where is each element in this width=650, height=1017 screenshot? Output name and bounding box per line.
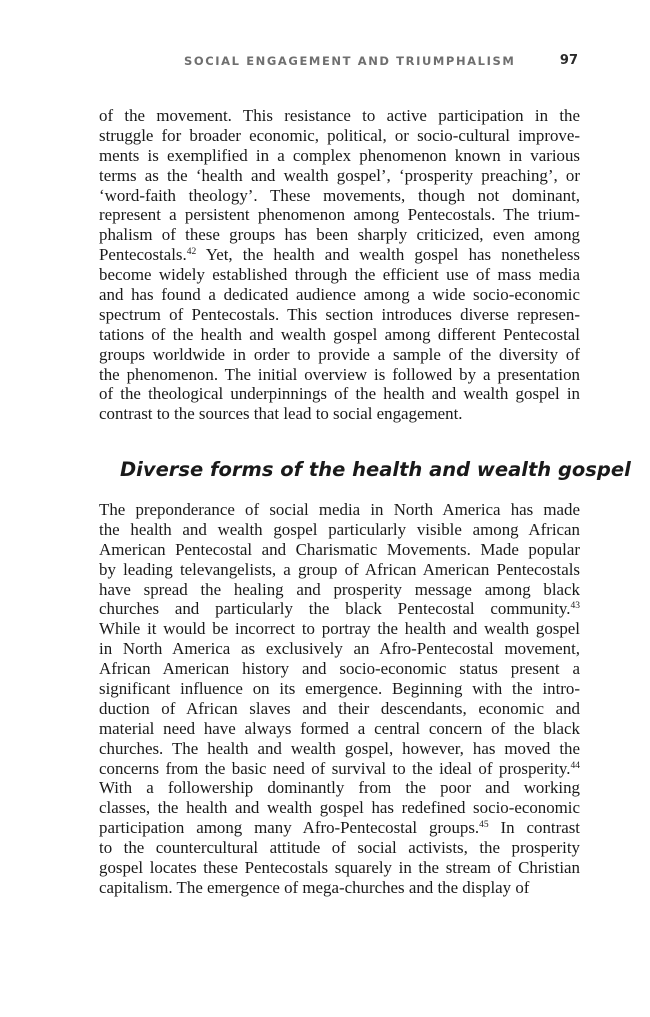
text-line	[99, 540, 580, 560]
footnote-marker: 42	[186, 247, 197, 258]
text-line	[99, 719, 580, 739]
line-text: spectrum of Pentecostals. This section introduces diverse represen-	[99, 304, 580, 324]
text-line	[99, 778, 580, 798]
text-line	[99, 285, 580, 305]
line-text: The preponderance of social media in North America has made	[99, 500, 580, 519]
text-line	[99, 365, 580, 385]
text-line	[99, 384, 580, 404]
footnote-marker: 45	[479, 820, 489, 831]
line-text: African American history and socio-economic status present a	[99, 659, 580, 679]
line-text: churches. The health and wealth gospel, however, has moved the	[99, 738, 580, 758]
text-line	[99, 580, 580, 600]
line-text-continued: In contrast	[488, 818, 580, 838]
text-line	[99, 166, 580, 186]
paragraph-2	[99, 500, 580, 898]
line-text: of the movement. This resistance to active participation in the	[99, 106, 580, 125]
text-line	[99, 858, 580, 878]
text-line	[99, 404, 580, 424]
text-line	[99, 739, 580, 759]
page-number: 97	[559, 53, 578, 68]
line-text: duction of African slaves and their descendants, economic and	[99, 698, 580, 718]
text-line	[99, 345, 580, 365]
line-text: have spread the healing and prosperity message among black	[99, 579, 580, 599]
line-text: to the countercultural attitude of social activists, the prosperity	[99, 838, 580, 858]
line-text: become widely established through the efficient use of mass media	[99, 265, 580, 285]
footnote-marker: 43	[570, 601, 580, 612]
text-line	[99, 106, 580, 126]
line-text: the health and wealth gospel particularly visible among African	[99, 519, 580, 539]
line-text: groups worldwide in order to provide a sample of the diversity of	[99, 344, 580, 364]
footnote-marker: 44	[570, 760, 580, 771]
text-line	[99, 225, 580, 245]
line-text: material need have always formed a central concern of the black	[99, 718, 580, 738]
text-line	[99, 205, 580, 225]
text-line	[99, 878, 580, 898]
text-line	[99, 146, 580, 166]
text-line	[99, 699, 580, 719]
line-text: in North America as exclusively an Afro-Pentecostal movement,	[99, 639, 580, 659]
line-text: Pentecostals.	[99, 245, 187, 265]
text-line	[99, 798, 580, 818]
text-line	[99, 560, 580, 580]
line-text: American Pentecostal and Charismatic Movements. Made popular	[99, 539, 580, 559]
text-line	[99, 245, 580, 265]
text-line	[99, 679, 580, 699]
text-line	[99, 599, 580, 619]
text-line	[99, 500, 580, 520]
text-line	[99, 305, 580, 325]
line-text: capitalism. The emergence of mega-churches and the display of	[99, 877, 530, 897]
line-text: significant influence on its emergence. Beginning with the intro-	[99, 679, 580, 699]
text-line	[99, 186, 580, 206]
line-text: While it would be incorrect to portray the health and wealth gospel	[99, 619, 580, 639]
line-text: gospel locates these Pentecostals squarely in the stream of Christian	[99, 858, 580, 878]
text-line	[99, 520, 580, 540]
section-heading: Diverse forms of the health and wealth gospel	[120, 458, 631, 481]
paragraph-1	[99, 106, 580, 424]
text-line	[99, 325, 580, 345]
text-line	[99, 659, 580, 679]
text-line	[99, 838, 580, 858]
line-text: ‘word-faith theology’. These movements, though not dominant,	[99, 185, 580, 205]
running-head	[98, 54, 580, 74]
text-line	[99, 639, 580, 659]
line-text: contrast to the sources that lead to social engagement.	[99, 404, 463, 424]
text-line	[99, 265, 580, 285]
line-text: of the theological underpinnings of the health and wealth gospel in	[99, 384, 580, 404]
line-text: struggle for broader economic, political, or socio-cultural improve-	[99, 125, 580, 145]
line-text: and has found a dedicated audience among a wide socio-economic	[99, 285, 580, 305]
line-text: classes, the health and wealth gospel has redefined socio-economic	[99, 798, 580, 818]
line-text: phalism of these groups has been sharply criticized, even among	[99, 225, 580, 245]
line-text: by leading televangelists, a group of African American Pentecostals	[99, 559, 580, 579]
line-text: participation among many Afro-Pentecostal groups.	[99, 818, 480, 838]
text-line	[99, 759, 580, 779]
line-text: represent a persistent phenomenon among Pentecostals. The trium-	[99, 205, 580, 225]
text-line	[99, 126, 580, 146]
line-text: With a followership dominantly from the poor and working	[99, 778, 580, 798]
line-text-continued: Yet, the health and wealth gospel has nonetheless	[196, 245, 580, 265]
line-text: the phenomenon. The initial overview is followed by a presentation	[99, 364, 580, 384]
text-line	[99, 818, 580, 838]
text-line	[99, 619, 580, 639]
line-text: terms as the ‘health and wealth gospel’, ‘prosperity preaching’, or	[99, 165, 580, 185]
line-text: churches and particularly the black Pentecostal community.	[99, 599, 571, 619]
line-text: tations of the health and wealth gospel among different Pentecostal	[99, 324, 580, 344]
line-text: concerns from the basic need of survival to the ideal of prosperity.	[99, 758, 571, 778]
running-head-title: SOCIAL ENGAGEMENT AND TRIUMPHALISM	[184, 54, 516, 68]
line-text: ments is exemplified in a complex phenomenon known in various	[99, 145, 580, 165]
